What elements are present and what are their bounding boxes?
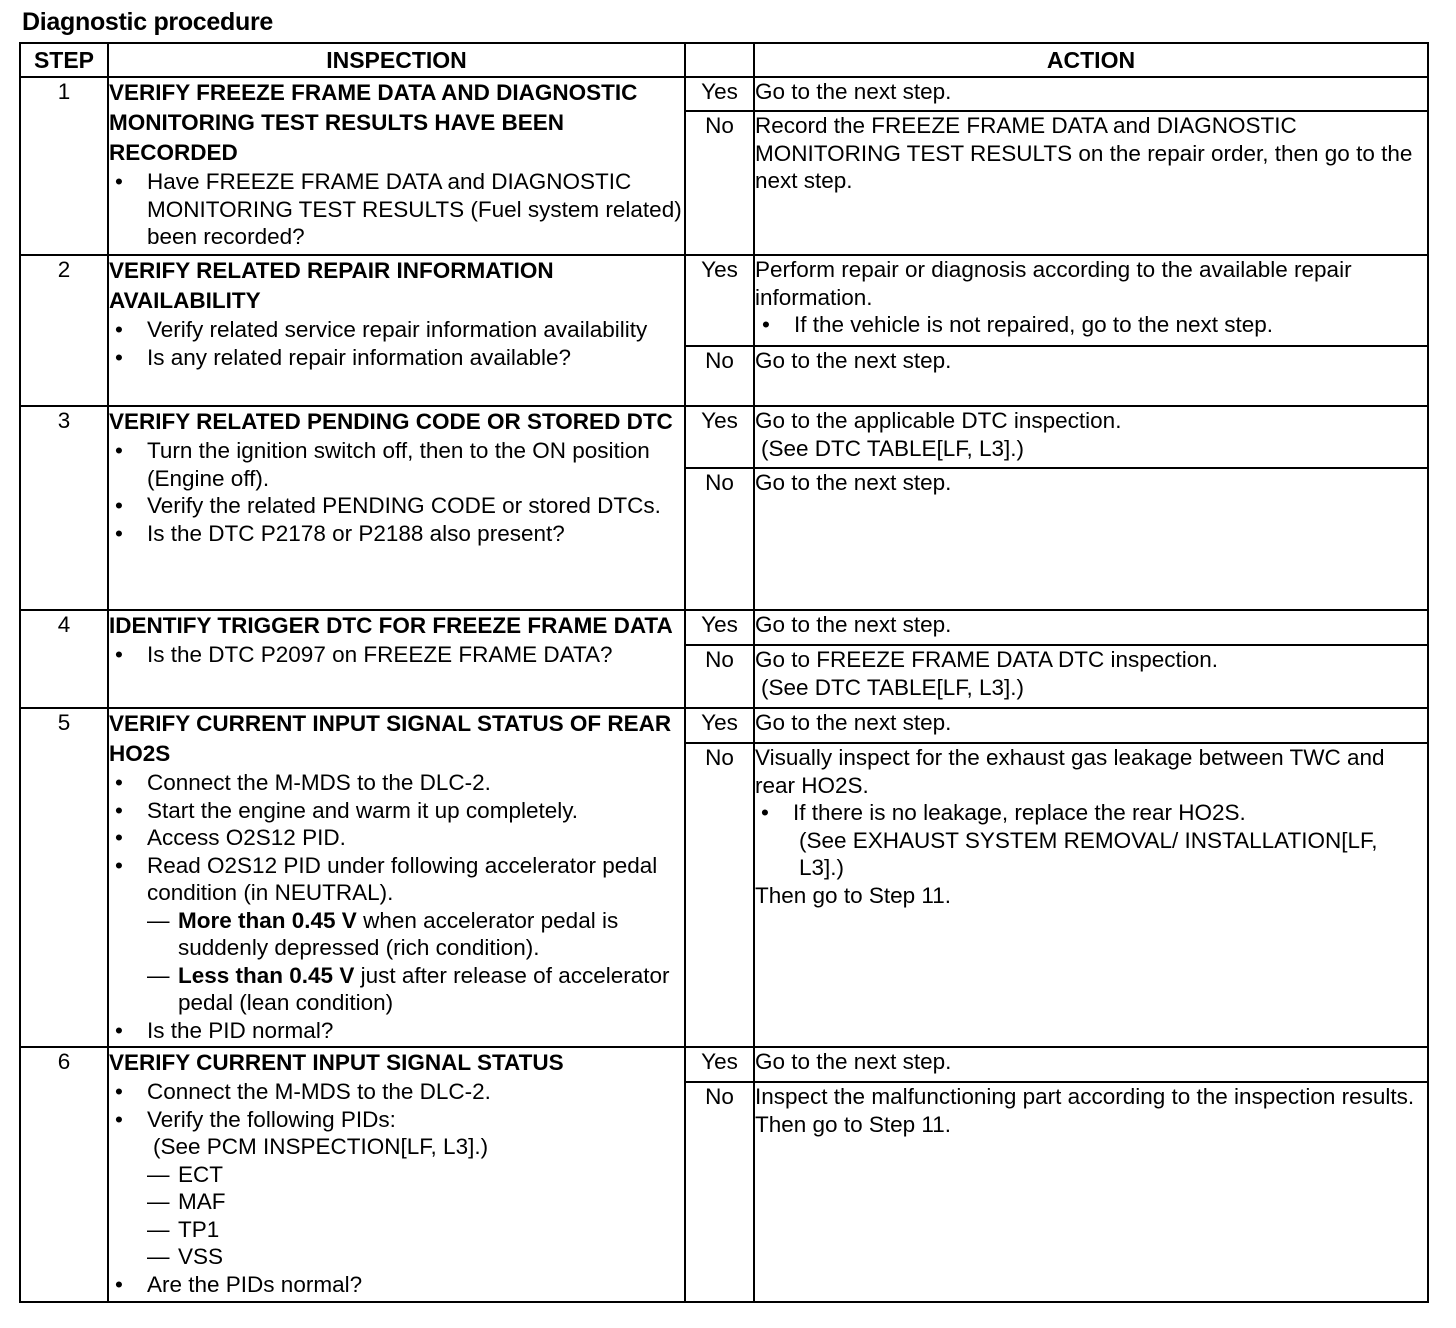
- dtc-table-reference: (See DTC TABLE[LF, L3].): [761, 435, 1025, 461]
- yes-action: Go to the next step.: [754, 610, 1428, 645]
- inspection-bullet: [147, 1106, 684, 1271]
- then-instruction: Then go to Step 11.: [755, 1111, 951, 1137]
- inspection-heading: VERIFY FREEZE FRAME DATA AND DIAGNOSTIC MONITORING TEST RESULTS HAVE BEEN RECORDED: [109, 80, 638, 165]
- action-header: ACTION: [754, 43, 1428, 77]
- inspection-bullet-text: Verify the following PIDs:: [147, 1106, 396, 1132]
- table-row: [20, 406, 1428, 468]
- pid-item: — VSS: [178, 1243, 684, 1271]
- inspection-cell: [108, 255, 685, 406]
- no-label: No: [685, 468, 754, 610]
- inspection-cell: [108, 406, 685, 610]
- yes-label: Yes: [685, 255, 754, 346]
- header-row: [20, 43, 1428, 77]
- no-action: Inspect the malfunctioning part according to the inspection results.: [755, 1084, 1415, 1109]
- action-bullet: • If the vehicle is not repaired, go to the next step.: [794, 311, 1427, 339]
- inspection-bullet: • Connect the M-MDS to the DLC-2.: [147, 769, 684, 797]
- no-action: Go to FREEZE FRAME DATA DTC inspection.: [755, 647, 1219, 672]
- yes-label: Yes: [685, 708, 754, 743]
- step-number: 4: [20, 610, 108, 708]
- pcm-inspection-reference: (See PCM INSPECTION[LF, L3].): [153, 1134, 489, 1159]
- no-action: Visually inspect for the exhaust gas leakage between TWC and rear HO2S.: [755, 745, 1385, 798]
- inspection-bullet: • Is the DTC P2178 or P2188 also present?: [147, 520, 684, 548]
- no-action: Go to the next step.: [754, 346, 1428, 406]
- pid-condition: [178, 907, 684, 962]
- step-number: 1: [20, 77, 108, 255]
- step-number: 6: [20, 1047, 108, 1302]
- no-label: No: [685, 743, 754, 1047]
- no-label: No: [685, 1082, 754, 1302]
- no-action: Record the FREEZE FRAME DATA and DIAGNOSTIC MONITORING TEST RESULTS on the repair order, then go to the next step.: [754, 111, 1428, 255]
- no-action-cell: [754, 1082, 1428, 1302]
- pid-condition: [178, 962, 684, 1017]
- yes-label: Yes: [685, 406, 754, 468]
- pid-item: — MAF: [178, 1188, 684, 1216]
- no-label: No: [685, 111, 754, 255]
- inspection-cell: [108, 708, 685, 1047]
- threshold-value: Less than 0.45 V: [178, 962, 355, 988]
- yes-action: Go to the applicable DTC inspection.: [755, 408, 1122, 433]
- threshold-value: More than 0.45 V: [178, 907, 357, 933]
- inspection-bullet: • Verify related service repair information availability: [147, 316, 684, 344]
- inspection-bullet: • Is any related repair information available?: [147, 344, 684, 372]
- inspection-cell: [108, 610, 685, 708]
- condition-text: when accelerator pedal is suddenly depressed (rich condition).: [178, 907, 619, 960]
- table-row: [20, 708, 1428, 743]
- yes-label: Yes: [685, 77, 754, 111]
- inspection-bullet: • Connect the M-MDS to the DLC-2.: [147, 1078, 684, 1106]
- yes-action: Perform repair or diagnosis according to the available repair information.: [755, 257, 1352, 310]
- no-label: No: [685, 346, 754, 406]
- inspection-bullet: • Is the DTC P2097 on FREEZE FRAME DATA?: [147, 641, 684, 669]
- inspection-bullet: • Is the PID normal?: [147, 1017, 684, 1045]
- inspection-bullet: [147, 852, 684, 1017]
- step-number: 2: [20, 255, 108, 406]
- pid-item: — TP1: [178, 1216, 684, 1244]
- no-label: No: [685, 645, 754, 708]
- inspection-bullet: • Verify the related PENDING CODE or stored DTCs.: [147, 492, 684, 520]
- pid-item: — ECT: [178, 1161, 684, 1189]
- yes-action: Go to the next step.: [754, 1047, 1428, 1082]
- inspection-bullet: • Have FREEZE FRAME DATA and DIAGNOSTIC MONITORING TEST RESULTS (Fuel system related) been recorded?: [147, 168, 684, 251]
- table-row: [20, 255, 1428, 346]
- step-number: 3: [20, 406, 108, 610]
- inspection-header: INSPECTION: [108, 43, 685, 77]
- action-bullet: [793, 799, 1427, 882]
- then-instruction: Then go to Step 11.: [755, 882, 951, 908]
- yes-label: Yes: [685, 1047, 754, 1082]
- inspection-bullet-text: Read O2S12 PID under following accelerator pedal condition (in NEUTRAL).: [147, 852, 658, 905]
- inspection-heading: VERIFY CURRENT INPUT SIGNAL STATUS OF REAR HO2S: [109, 711, 672, 766]
- inspection-bullet: • Access O2S12 PID.: [147, 824, 684, 852]
- inspection-bullet: • Turn the ignition switch off, then to the ON position (Engine off).: [147, 437, 684, 492]
- condition-text: just after release of accelerator pedal (lean condition): [178, 962, 670, 1015]
- action-bullet-text: If there is no leakage, replace the rear HO2S.: [793, 800, 1246, 825]
- inspection-heading: VERIFY RELATED PENDING CODE OR STORED DTC: [109, 409, 673, 434]
- step-header: STEP: [20, 43, 108, 77]
- diagnostic-procedure-table: [19, 42, 1429, 1303]
- no-action-cell: [754, 743, 1428, 1047]
- yes-label: Yes: [685, 610, 754, 645]
- table-row: [20, 1047, 1428, 1082]
- dtc-table-reference: (See DTC TABLE[LF, L3].): [761, 674, 1025, 700]
- yes-no-header: [685, 43, 754, 77]
- yes-action: Go to the next step.: [754, 708, 1428, 743]
- inspection-bullet: • Are the PIDs normal?: [147, 1271, 684, 1299]
- table-row: [20, 77, 1428, 111]
- inspection-cell: [108, 1047, 685, 1302]
- inspection-heading: IDENTIFY TRIGGER DTC FOR FREEZE FRAME DATA: [109, 613, 673, 638]
- no-action: Go to the next step.: [754, 468, 1428, 610]
- inspection-heading: VERIFY CURRENT INPUT SIGNAL STATUS: [109, 1050, 564, 1075]
- removal-reference: (See EXHAUST SYSTEM REMOVAL/ INSTALLATION[LF, L3].): [799, 827, 1378, 880]
- no-action-cell: [754, 645, 1428, 708]
- yes-action: Go to the next step.: [754, 77, 1428, 111]
- inspection-bullet: • Start the engine and warm it up completely.: [147, 797, 684, 825]
- step-number: 5: [20, 708, 108, 1047]
- page-title: Diagnostic procedure: [22, 8, 273, 36]
- inspection-cell: [108, 77, 685, 255]
- inspection-heading: VERIFY RELATED REPAIR INFORMATION AVAILABILITY: [109, 258, 554, 313]
- table-row: [20, 610, 1428, 645]
- yes-action-cell: [754, 255, 1428, 346]
- yes-action-cell: [754, 406, 1428, 468]
